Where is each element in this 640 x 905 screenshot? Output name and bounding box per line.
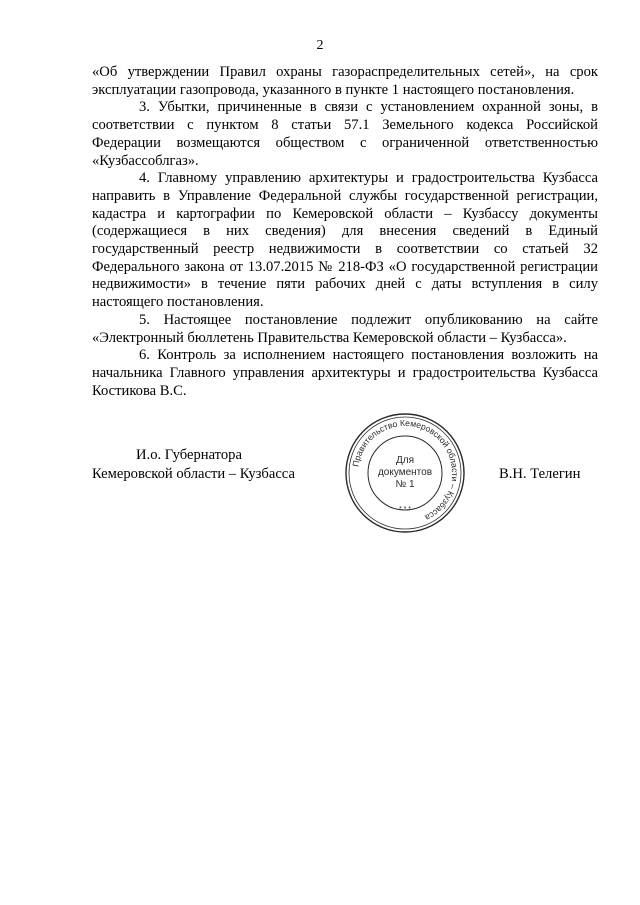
seal-ring-text: Правительство Кемеровской области – Кузбасса	[350, 417, 461, 524]
page-number: 2	[316, 38, 324, 53]
signatory-region: Кемеровской области – Кузбасса	[92, 466, 295, 482]
paragraph-item-5: 5. Настоящее постановление подлежит опубликованию на сайте «Электронный бюллетень Правительства Кемеровской области – Кузбасса».	[92, 311, 598, 346]
document-body	[92, 64, 598, 400]
seal-line-1: Для	[395, 455, 415, 466]
paragraph-item-6: 6. Контроль за исполнением настоящего постановления возложить на начальника Главного управления архитектуры и градостроительства Кузбасса Костикова В.С.	[92, 347, 598, 399]
paragraph-item-4: 4. Главному управлению архитектуры и градостроительства Кузбасса направить в Управление Федеральной службы государственной регистрации, кадастра и картографии по Кемеровской области – Кузбассу документы (содержащиеся в них сведения) для внесения сведений в Единый государственный реестр недвижимости в соответствии со статьей 32 Федерального закона от 13.07.2015 № 218-ФЗ «О государственной регистрации недвижимости» в течение пяти рабочих дней с даты вступления в силу настоящего постановления.	[92, 170, 598, 311]
paragraph-continuation: «Об утверждении Правил охраны газораспределительных сетей», на срок эксплуатации газопровода, указанного в пункте 1 настоящего постановления.	[92, 64, 598, 98]
paragraph-item-3: 3. Убытки, причиненные в связи с установлением охранной зоны, в соответствии с пунктом 8 статьи 57.1 Земельного кодекса Российской Федерации возмещаются обществом с ограниченной ответственностью «Кузбассоблгаз».	[92, 99, 598, 169]
seal-stars: * * *	[398, 506, 412, 513]
seal-line-3: № 1	[395, 479, 415, 490]
seal-line-2: документов	[377, 467, 433, 478]
seal-graphic	[343, 411, 467, 535]
official-seal	[343, 411, 467, 535]
signatory-name: В.Н. Телегин	[499, 466, 581, 482]
signatory-title: И.о. Губернатора	[136, 447, 242, 463]
